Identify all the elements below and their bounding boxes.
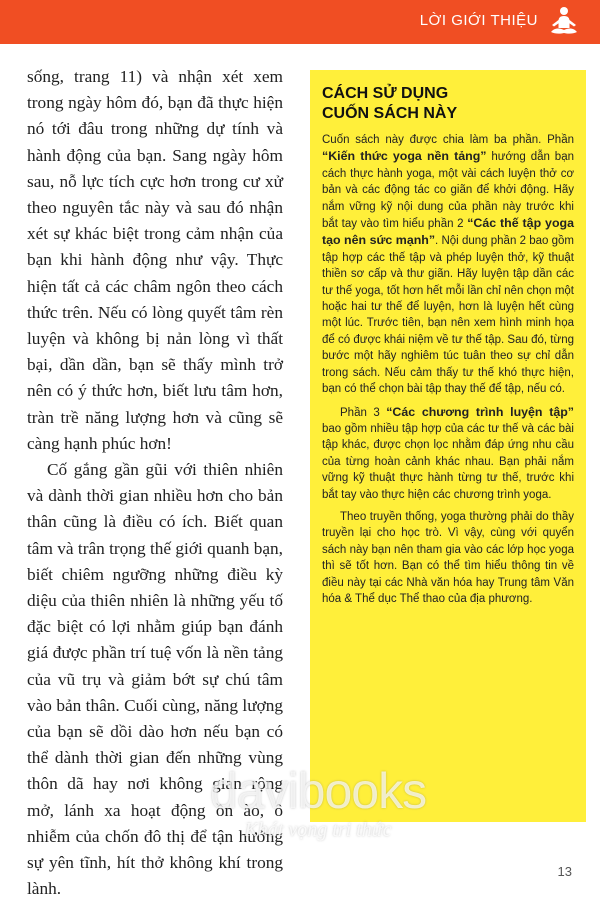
sidebar-p2-part3-title: “Các chương trình luyện tập” — [386, 404, 574, 419]
sidebar-title-line-2: CUỐN SÁCH NÀY — [322, 105, 458, 122]
main-paragraph-1: sống, trang 11) và nhận xét xem trong ngày hôm đó, bạn đã thực hiện nó tới đâu trong những dự tính và hành động của bạn. Sang ngày hôm sau, nỗ lực tích cực hơn trong cư xử theo nguyên tắc này và sau đó nhận xét sự khác biệt trong cảm nhận của bạn khi hành động như vậy. Thực hiện tất cả các châm ngôn theo cách thức trên. Nếu có lòng quyết tâm rèn luyện và không bị nản lòng vì thất bại, dần dần, bạn sẽ thấy mình trở nên có ý thức hơn, biết lưu tâm hơn, tràn trề năng lượng hơn và cũng sẽ càng hạnh phúc hơn! — [27, 67, 283, 453]
sidebar-p2-text-c: bao gồm nhiều tập hợp của các tư thế và các bài tập khác, được chọn lọc nhằm đáp ứng nhu cầu của từng hoàn cảnh khác nhau. Bạn phải nắm vững kỹ thuật thực hành từng tư thế, trước khi bắt tay vào thực hiện các chương trình yoga. — [322, 422, 574, 501]
sidebar-p1-text-c: hướng dẫn bạn cách thực hành yoga, một vài cách luyện thở cơ bản và các động tác co giãn để khởi động. Hãy nắm vững kỹ nội dung của phần này trước khi bắt tay vào tìm hiểu phần 2 — [322, 151, 574, 231]
sidebar-p1-part2-title: “Các thế tập yoga tạo nên sức mạnh” — [322, 216, 574, 248]
sidebar-paragraph-1 — [322, 132, 574, 398]
sidebar-box — [310, 70, 586, 822]
sidebar-p1-text-e: . Nội dung phần 2 bao gồm tập hợp các thế tập và phép luyện thở, kỹ thuật thiền sơ cấp và thư giãn. Hãy luyện tập dần các tư thế yoga, tốt hơn hết mỗi lần chỉ nên chọn một hoặc hai tư thế để luyện, hơn là luyện hết cùng một lúc. Trước tiên, bạn nên xem hình minh họa để có được khái niệm về tư thế tập. Sau đó, từng bước một hãy nghiêm túc tuân theo sự chỉ dẫn trong sách. Nếu cảm thấy tư thế khó thực hiện, bạn có thể chọn bài tập thay thế để tập, nếu có. — [322, 235, 574, 396]
watermark-slogan: Khát vọng tri thức — [244, 819, 392, 841]
watermark-brand: davibooks — [209, 763, 427, 819]
section-title: LỜI GIỚI THIỆU — [419, 12, 538, 29]
sidebar-paragraph-2 — [322, 404, 574, 503]
sidebar-text — [322, 132, 574, 607]
meditation-figure-icon — [546, 4, 582, 40]
sidebar-p1-part1-title: “Kiến thức yoga nền tảng” — [322, 149, 487, 164]
sidebar-p2-text-a: Phần 3 — [340, 406, 387, 419]
main-paragraph-2: Cố gắng gần gũi với thiên nhiên và dành thời gian nhiều hơn cho bản thân cũng là điều có ích. Biết quan tâm và trân trọng thế giới quanh bạn, biết chiêm ngưỡng những điều kỳ diệu của thiên nhiên là những yếu tố đặc biệt có lợi nhằm giúp bạn đánh giá được phần trí tuệ vốn là nền tảng của vũ trụ và giảm bớt sự chú tâm vào bản thân. Cuối cùng, năng lượng của bạn sẽ dồi dào hơn nếu bạn có thể dành thời gian đến những vùng thôn dã hay nơi không gian rộng mở, lánh xa hoạt động ồn ào, ô nhiễm của chốn đô thị để tận hưởng sự yên tĩnh, hít thở không khí trong lành. — [27, 460, 283, 899]
sidebar-p1-text-a: Cuốn sách này được chia làm ba phần. Phần — [322, 134, 574, 146]
sidebar-title-line-1: CÁCH SỬ DỤNG — [322, 85, 449, 102]
sidebar-paragraph-3: Theo truyền thống, yoga thường phải do thầy truyền lại cho học trò. Vì vậy, cùng với quyển sách này bạn nên tham gia vào các lớp học yoga thì sẽ tốt hơn. Bạn có thể tìm hiểu thông tin về điều này tại các Nhà văn hóa hay Trung tâm Văn hóa & Thể dục Thể thao của địa phương. — [322, 510, 574, 605]
header-bar — [0, 0, 600, 44]
sidebar-title — [322, 84, 574, 124]
main-text — [27, 64, 283, 903]
page-number: 13 — [557, 864, 572, 879]
